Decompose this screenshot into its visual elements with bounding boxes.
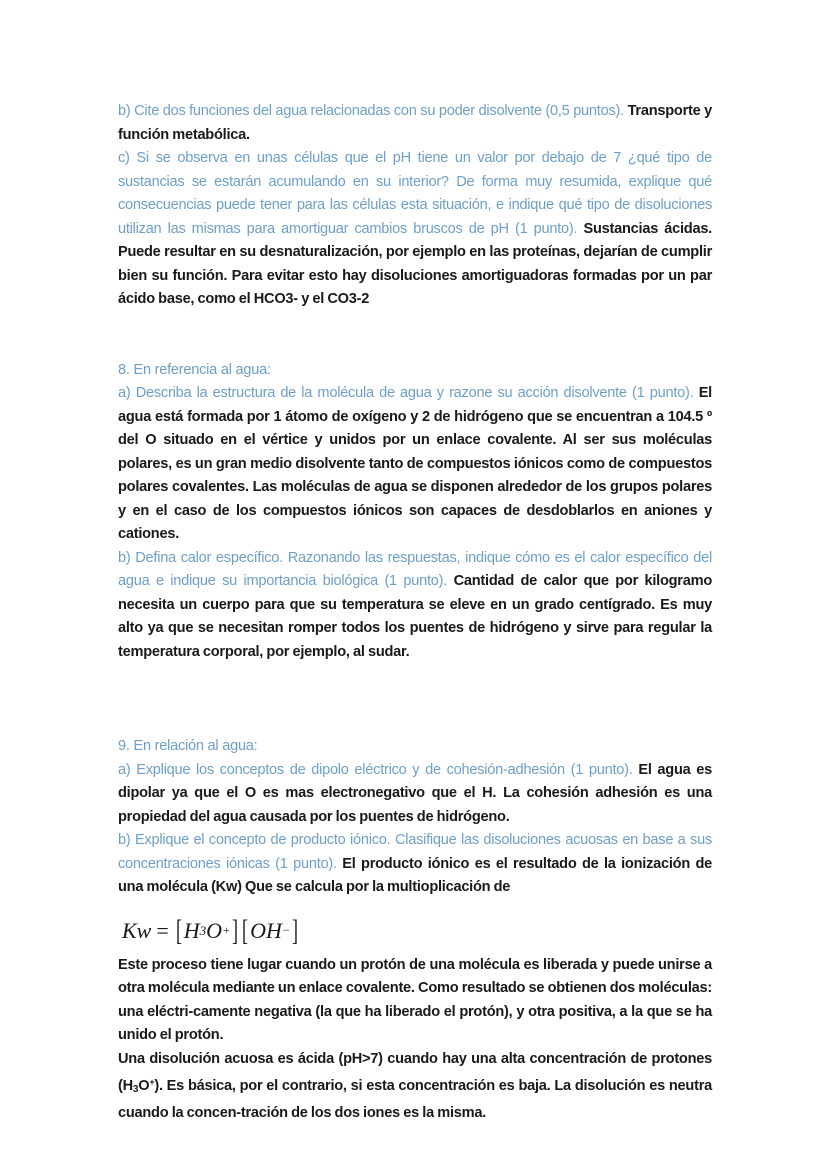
chem-o: O [138,1078,150,1094]
bracket-close-icon: ] [232,913,239,947]
formula-oh-charge: − [281,922,291,937]
answer-text: Sustancias ácidas. Puede resultar en su desnaturalización, por ejemplo en las proteínas, dejarían de cumplir bien su función. Para evitar esto hay disoluciones amortiguadoras formadas por un par ácido base, como el HCO3- y el CO3-2 [118,220,712,307]
answer-text: El agua es dipolar ya que el O es mas electronegativo que el H. La cohesión adhesión es una propiedad del agua causada por los puentes de hidrógeno. [118,761,712,825]
question-8a [118,382,712,547]
paragraph-proton-transfer: Este proceso tiene lugar cuando un protón de una molécula es liberada y puede unirse a otra molécula mediante un enlace covalente. Como resultado se obtienen dos moléculas: una eléctri-camente negativa (la que ha liberado el protón), y otra positiva, a la que se ha unido el protón. [118,956,712,1043]
formula-oh: OH [250,917,282,943]
question-9a [118,759,712,830]
question-text: a) Describa la estructura de la molécula de agua y razone su acción disolvente (1 punto). [118,385,694,401]
chem-sub: 3 [132,1084,139,1095]
question-9b [118,829,712,900]
spacer [118,312,712,359]
question-8b [118,547,712,665]
question-text: b) Explique el concepto de producto iónico. Clasifique las disoluciones acuosas en base a sus concentraciones iónicas (1 punto). [118,832,712,872]
bracket-open-icon: [ [175,913,182,947]
text-after: ). Es básica, por el contrario, si esta concentración es baja. La disolución es neutra cuando la concen-tración de los dos iones es la misma. [118,1078,712,1121]
question-text: a) Explique los conceptos de dipolo eléctrico y de cohesión-adhesión (1 punto). [118,761,633,778]
question-7b [118,100,712,147]
paragraph-ph-classification [118,1048,712,1126]
question-text: b) Cite dos funciones del agua relacionadas con su poder disolvente (0,5 puntos). [118,103,624,119]
formula-h-sub: 3 [199,922,207,938]
formula-equals: = [156,917,169,943]
formula-h: H [183,917,200,943]
document-page [118,100,712,1125]
text-before: Una disolución acuosa es ácida (pH>7) cuando hay una alta concentración de protones (H [118,1050,712,1094]
bracket-close-icon: ] [292,913,299,947]
answer-text: El producto iónico es el resultado de la ionización de una molécula (Kw) Que se calcula por la multioplicación de [118,855,712,895]
section-8-heading: 8. En referencia al agua: [118,361,271,378]
answer-text: El agua está formada por 1 átomo de oxígeno y 2 de hidrógeno que se encuentran a 104.5 º del O situado en el vértice y unidos por un enlace covalente. Al ser sus moléculas polares, es un gran medio disolvente tanto de compuestos iónicos como de compuestos polares covalentes. Las moléculas de agua se disponen alrededor de los grupos polares y en el caso de los compuestos iónicos son capaces de desdoblarlos en aniones y cationes. [118,385,712,542]
formula-kw: Kw [122,917,152,943]
bracket-open-icon: [ [242,913,249,947]
spacer [118,664,712,735]
question-text: c) Si se observa en unas células que el pH tiene un valor por debajo de 7 ¿qué tipo de sustancias se estarán acumulando en su interior? De forma muy resumida, explique qué consecuencias puede tener para las células esta situación, e indique qué tipo de disoluciones utilizan las mismas para amortiguar cambios bruscos de pH (1 punto). [118,150,712,237]
formula-h3o-charge: + [222,922,231,937]
answer-text: Cantidad de calor que por kilogramo necesita un cuerpo para que su temperatura se eleve en un grado centígrado. Es muy alto ya que se necesitan romper todos los puentes de hidrógeno y sirve para regular la temperatura corporal, por ejemplo, al sudar. [118,573,712,660]
answer-text: Transporte y función metabólica. [118,103,712,143]
formula-o: O [206,917,223,943]
chem-sup: + [149,1077,155,1087]
ionic-product-formula [122,914,712,948]
section-9-heading: 9. En relación al agua: [118,738,258,754]
question-text: b) Defina calor específico. Razonando las respuestas, indique cómo es el calor específico del agua e indique su importancia biológica (1 punto). [118,549,712,589]
question-7c [118,147,712,312]
